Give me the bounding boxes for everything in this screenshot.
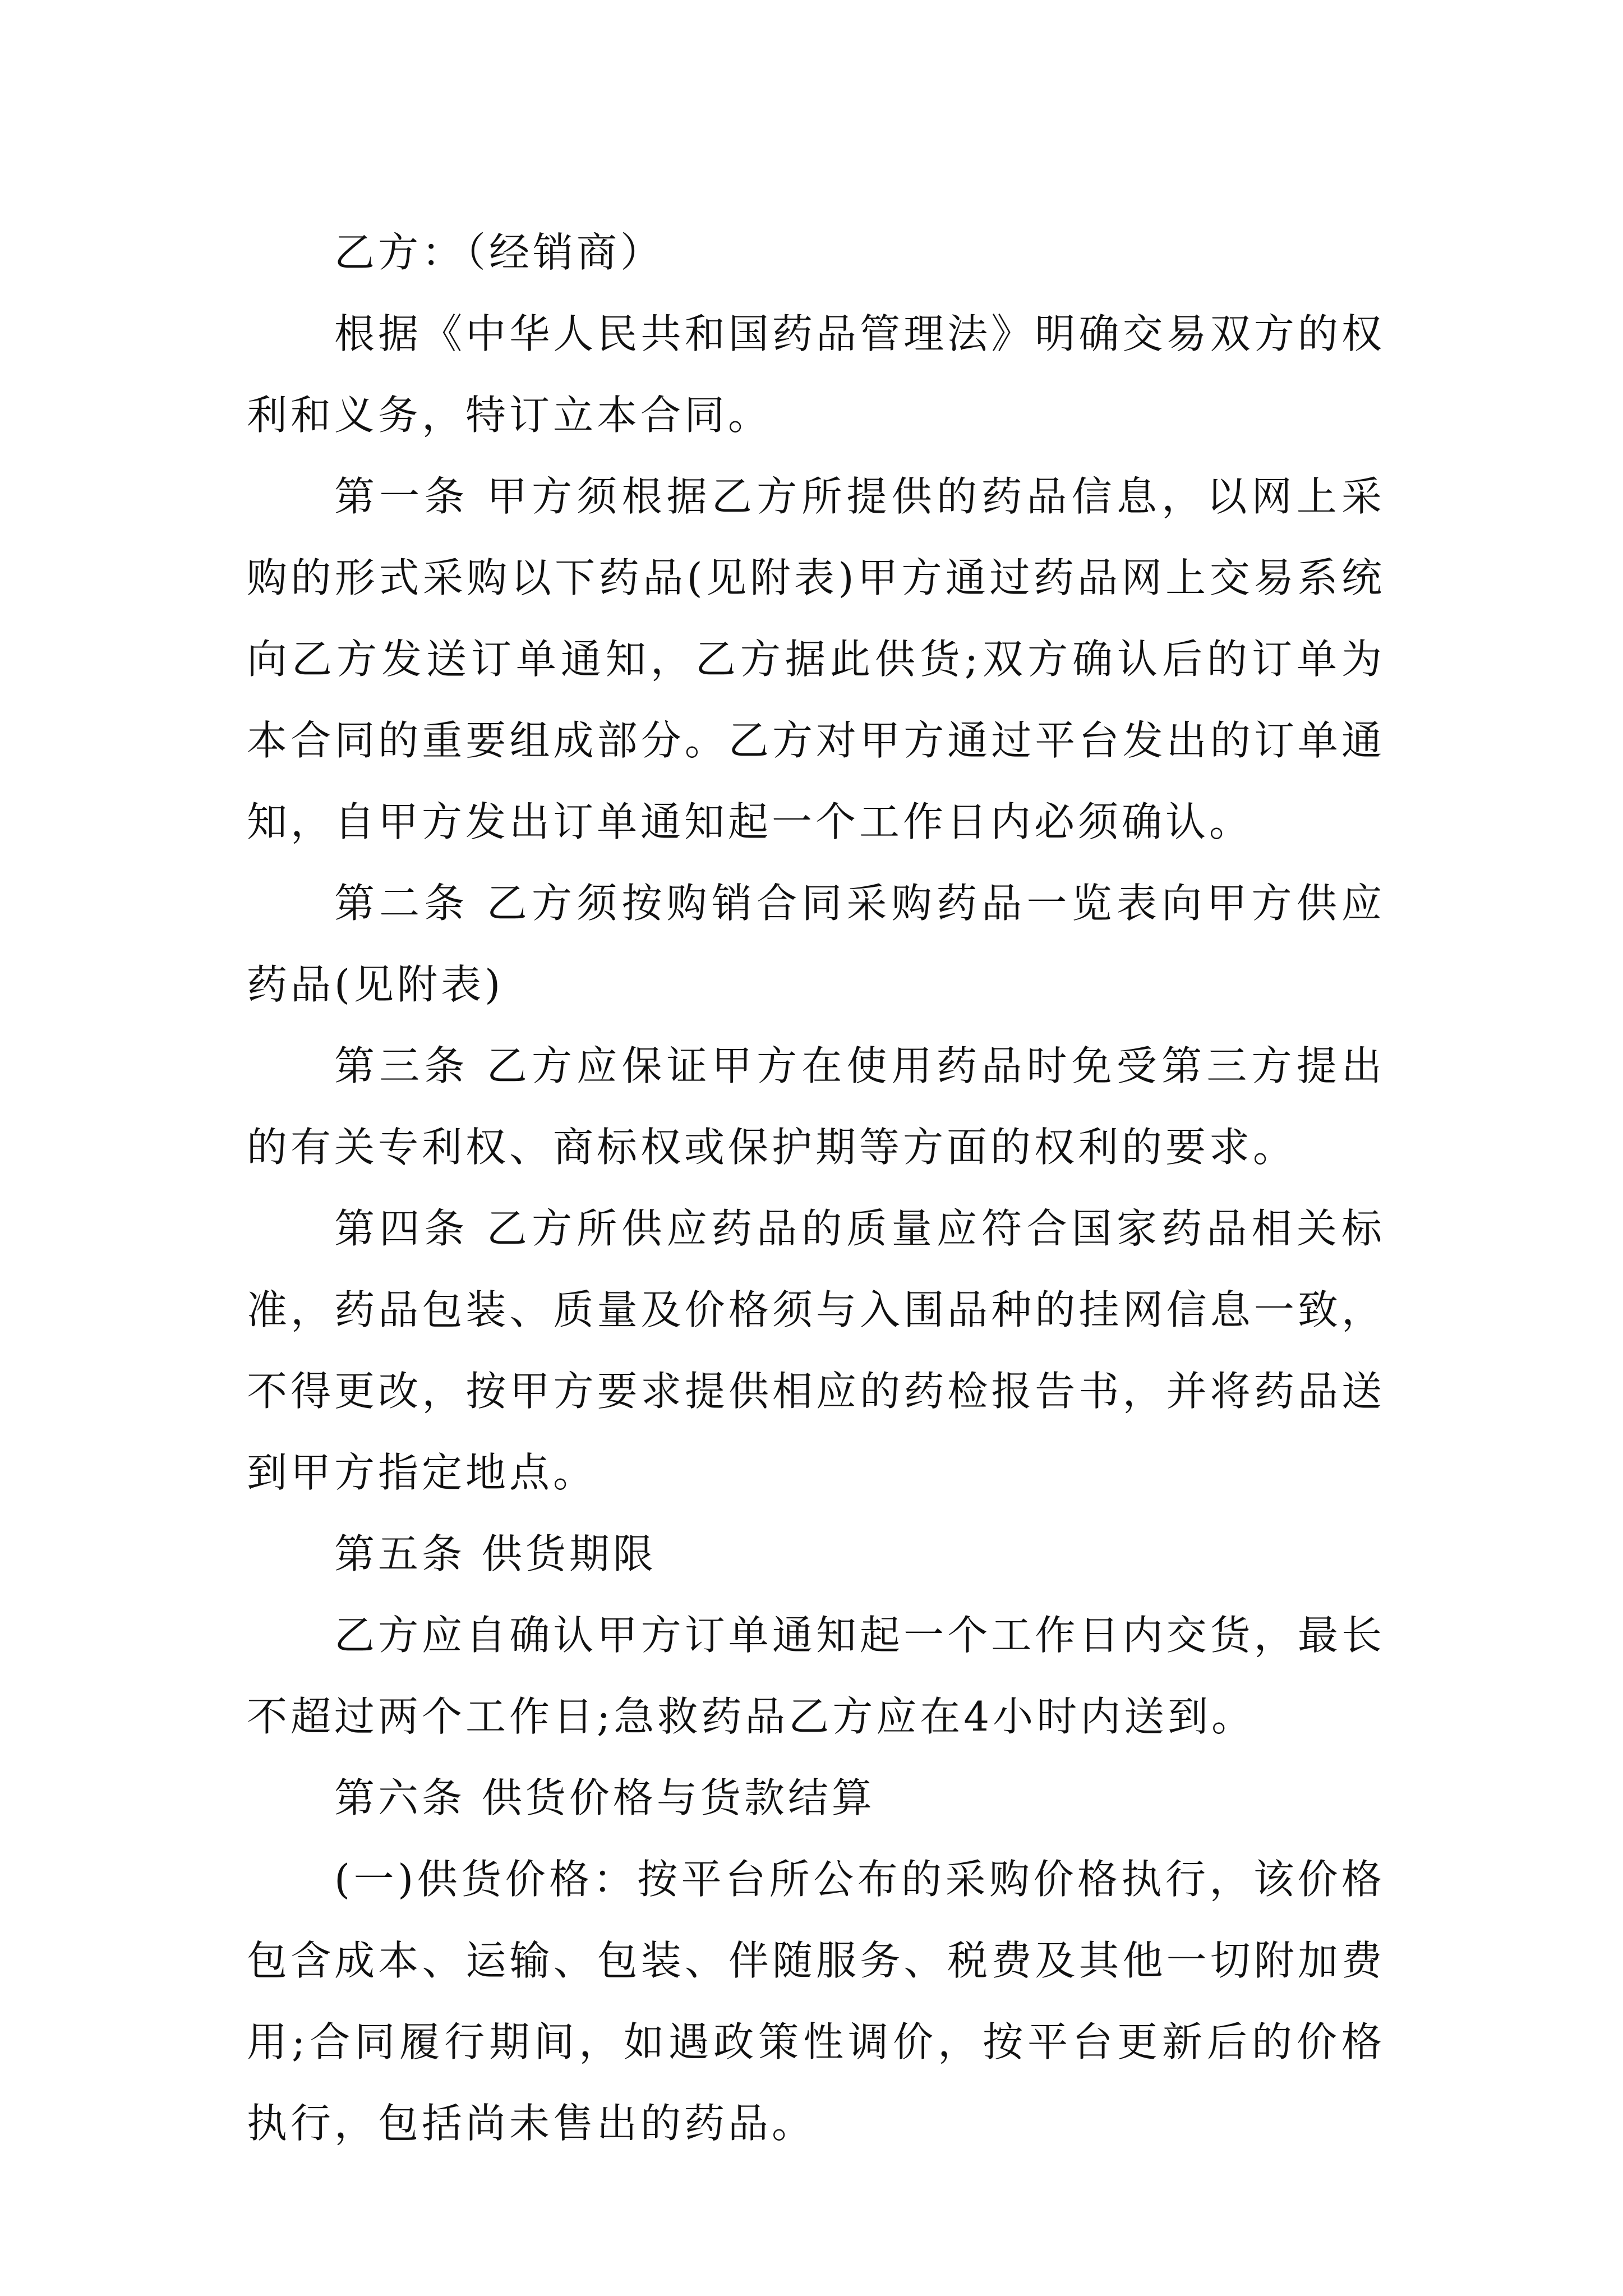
preamble-paragraph: 根据《中华人民共和国药品管理法》明确交易双方的权利和义务，特订立本合同。 bbox=[247, 310, 1385, 439]
article-5-heading: 第五条 供货期限 bbox=[334, 1530, 657, 1577]
document-body bbox=[247, 212, 1385, 2164]
article-6-clause-1-paragraph: (一)供货价格：按平台所公布的采购价格执行，该价格包含成本、运输、包装、伴随服务、税费及其他一切附加费用;合同履行期间，如遇政策性调价，按平台更新后的价格执行，包括尚未售出的药品。 bbox=[247, 1856, 1385, 2147]
article-1-paragraph: 第一条 甲方须根据乙方所提供的药品信息，以网上采购的形式采购以下药品(见附表)甲方通过药品网上交易系统向乙方发送订单通知，乙方据此供货;双方确认后的订单为本合同的重要组成部分。乙方对甲方通过平台发出的订单通知，自甲方发出订单通知起一个工作日内必须确认。 bbox=[247, 473, 1385, 845]
article-5-paragraph: 乙方应自确认甲方订单通知起一个工作日内交货，最长不超过两个工作日;急救药品乙方应在4小时内送到。 bbox=[247, 1612, 1385, 1740]
article-6-heading: 第六条 供货价格与货款结算 bbox=[334, 1774, 875, 1821]
party-b-line: 乙方：（经销商） bbox=[334, 229, 665, 276]
article-3-paragraph: 第三条 乙方应保证甲方在使用药品时免受第三方提出的有关专利权、商标权或保护期等方面的权利的要求。 bbox=[247, 1042, 1385, 1171]
article-2-paragraph: 第二条 乙方须按购销合同采购药品一览表向甲方供应药品(见附表) bbox=[247, 880, 1385, 1008]
article-4-paragraph: 第四条 乙方所供应药品的质量应符合国家药品相关标准，药品包装、质量及价格须与入围品种的挂网信息一致，不得更改，按甲方要求提供相应的药检报告书，并将药品送到甲方指定地点。 bbox=[247, 1205, 1385, 1496]
